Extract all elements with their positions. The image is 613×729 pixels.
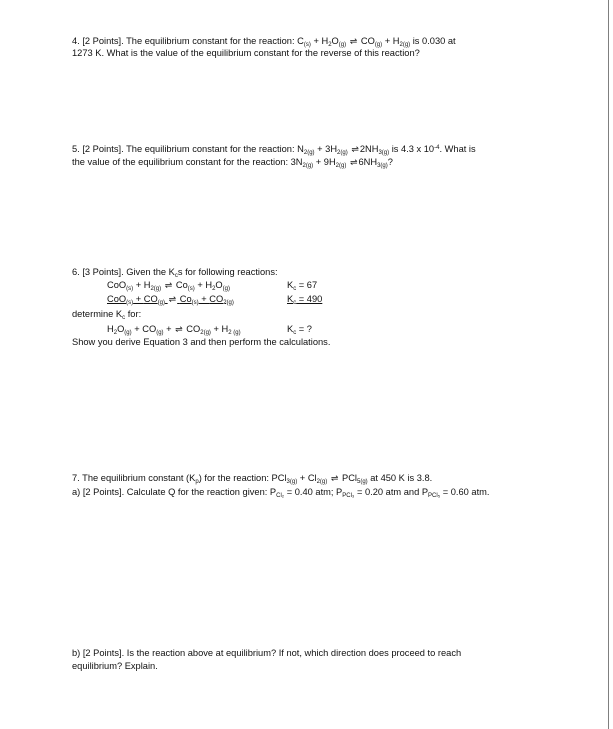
k-symbol: K: [287, 280, 294, 290]
subscript: 2(g): [399, 42, 411, 48]
subscript: PCl₅: [428, 493, 441, 499]
q5-text: the value of the equilibrium constant for the reaction:: [72, 157, 291, 167]
q4-line-2: 1273 K. What is the value of the equilibrium constant for the reverse of this reaction?: [72, 48, 420, 58]
pressure-value: = 0.20 atm and P: [354, 487, 429, 497]
subscript: 3(g): [378, 150, 390, 156]
subscript: (s): [303, 42, 311, 48]
plus-sign: +: [297, 473, 308, 483]
species: CoO: [107, 294, 127, 304]
species: Cl: [307, 473, 317, 483]
plus-sign: +: [133, 294, 144, 304]
q6-equation-1: [107, 281, 230, 290]
plus-sign: +: [313, 157, 324, 167]
subscript: 3(g): [286, 479, 298, 485]
pressure-value: = 0.40 atm; P: [284, 487, 343, 497]
q6-text: for:: [125, 309, 142, 319]
subscript: c: [293, 300, 297, 306]
species: 3N: [290, 157, 303, 167]
species: Co: [179, 294, 192, 304]
species: 3H: [325, 144, 338, 154]
q7-text: 7. The equilibrium constant (K: [72, 473, 196, 483]
subscript: 2 (g): [228, 330, 241, 336]
q6-k3: [287, 325, 312, 334]
subscript: (s): [191, 300, 199, 306]
subscript: (s): [126, 300, 134, 306]
q7-text: at 450 K is 3.8.: [367, 473, 433, 483]
page-edge-line: [608, 0, 609, 729]
equilibrium-arrow-icon: ⇌: [168, 294, 177, 304]
subscript: (g): [374, 42, 383, 48]
species: H: [392, 36, 400, 46]
q6-determine: [72, 310, 141, 319]
species: H: [321, 36, 329, 46]
subscript: 2: [328, 42, 332, 48]
equilibrium-arrow-icon: ⇌: [351, 144, 359, 154]
subscript: 2(g): [302, 163, 314, 169]
equilibrium-arrow-icon: ⇌: [349, 36, 358, 46]
plus-sign: +: [163, 324, 175, 334]
species: CO: [209, 294, 224, 304]
subscript: c: [174, 273, 178, 279]
species: O: [215, 280, 223, 290]
species: CO: [143, 294, 158, 304]
q6-intro: [72, 268, 278, 277]
plus-sign: +: [198, 294, 210, 304]
q7-text: a) [2 Points]. Calculate Q for the reaction given: P: [72, 487, 277, 497]
species: N: [297, 144, 304, 154]
subscript: 3(g): [377, 163, 388, 169]
subscript: c: [293, 330, 297, 336]
q6-equation-3: [107, 325, 241, 334]
species: CO: [186, 324, 201, 334]
equilibrium-arrow-icon: ⇌: [175, 324, 183, 334]
q5-line-2: [72, 158, 393, 167]
subscript: (s): [126, 286, 134, 292]
k-value: = ?: [296, 324, 312, 334]
q4-line-1: [72, 37, 456, 46]
subscript: 2(g): [335, 163, 347, 169]
k-value: is 4.3 x 10: [389, 144, 435, 154]
subscript: 2(g): [223, 300, 234, 306]
species: C: [297, 36, 304, 46]
q6-text: determine K: [72, 309, 123, 319]
species: H: [205, 280, 213, 290]
subscript: 2(g): [200, 330, 211, 336]
subscript: c: [293, 286, 297, 292]
q6-text: 6. [3 Points]. Given the K: [72, 267, 175, 277]
species: PCl: [271, 473, 287, 483]
q6-k1: [287, 281, 317, 290]
exponent: -4: [434, 145, 440, 151]
subscript: c: [122, 315, 126, 321]
subscript: 2: [212, 286, 216, 292]
subscript: 2(g): [150, 286, 162, 292]
plus-sign: +: [314, 144, 326, 154]
species: 9H: [323, 157, 336, 167]
species: O: [331, 36, 339, 46]
species: O: [117, 324, 125, 334]
subscript: (g): [156, 330, 164, 336]
q6-show-work: Show you derive Equation 3 and then perform the calculations.: [72, 337, 331, 347]
subscript: 5(g): [356, 479, 368, 485]
subscript: (g): [222, 286, 230, 292]
q5-text: . What is: [439, 144, 476, 154]
plus-sign: +: [382, 36, 393, 46]
subscript: (g): [338, 42, 347, 48]
species: CO: [142, 324, 157, 334]
species: CO: [360, 36, 375, 46]
q5-line-1: [72, 145, 476, 154]
q4-text: 4. [2 Points]. The equilibrium constant for the reaction:: [72, 36, 298, 46]
species: H: [107, 324, 114, 334]
plus-sign: +: [310, 36, 322, 46]
pressure-value: = 0.60 atm.: [440, 487, 490, 497]
q7-line-1: [72, 474, 432, 483]
plus-sign: +: [210, 324, 222, 334]
k-value: = 67: [296, 280, 318, 290]
subscript: Cl₂: [276, 493, 285, 499]
species: CoO: [107, 280, 127, 290]
plus-sign: +: [194, 280, 206, 290]
subscript: 2(g): [337, 150, 348, 156]
q4-text: is 0.030 at: [410, 36, 456, 46]
equilibrium-arrow-icon: ⇌: [330, 473, 339, 483]
q6-k2: [287, 295, 325, 304]
species: PCl: [342, 473, 357, 483]
subscript: 2(g): [303, 150, 315, 156]
subscript: PCl₃: [342, 493, 355, 499]
subscript: (s): [187, 286, 195, 292]
species: 2NH: [359, 144, 379, 154]
q7-part-b-line-2: equilibrium? Explain.: [72, 661, 158, 671]
species: 6NH: [358, 157, 378, 167]
subscript: (g): [124, 330, 132, 336]
q6-equation-2: [107, 295, 259, 304]
q7-text: ) for the reaction:: [198, 473, 272, 483]
q6-text: s for following reactions:: [177, 267, 278, 277]
k-symbol: K: [287, 294, 294, 304]
species: H: [221, 324, 229, 334]
subscript: 2: [113, 330, 118, 336]
equilibrium-arrow-icon: ⇌: [349, 157, 358, 167]
subscript: p: [195, 479, 199, 485]
subscript: 2(g): [316, 479, 328, 485]
k-symbol: K: [287, 324, 294, 334]
k-value: = 490: [296, 294, 323, 304]
equilibrium-arrow-icon: ⇌: [164, 280, 173, 290]
plus-sign: +: [131, 324, 143, 334]
subscript: (g): [157, 300, 166, 306]
species: Co: [175, 280, 188, 290]
species: H: [143, 280, 151, 290]
plus-sign: +: [133, 280, 144, 290]
q7-part-a: [72, 488, 490, 497]
q5-text: 5. [2 Points]. The equilibrium constant for the reaction:: [72, 144, 298, 154]
q5-text: ?: [387, 157, 393, 167]
q7-part-b-line-1: b) [2 Points]. Is the reaction above at equilibrium? If not, which direction does proceed to reach: [72, 648, 462, 658]
